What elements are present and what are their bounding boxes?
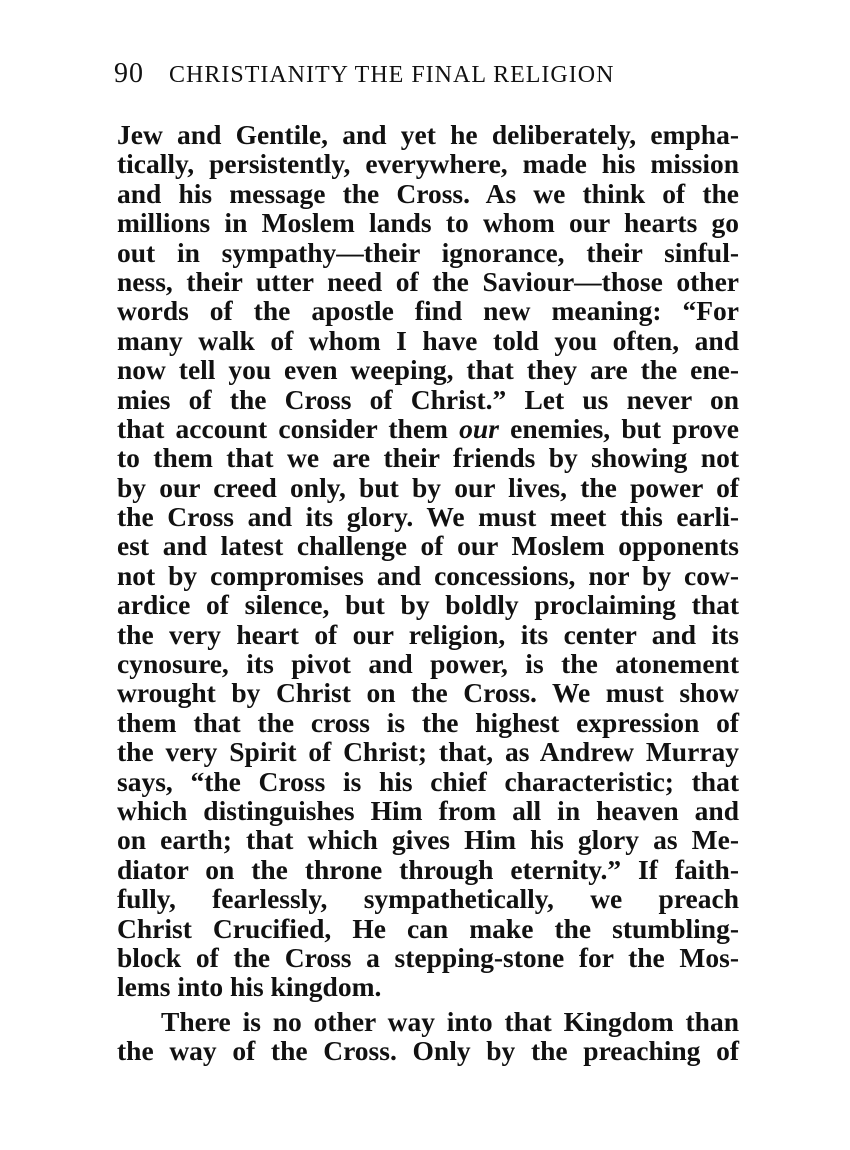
text-line: words of the apostle find new meaning: “For	[117, 295, 739, 327]
text-line: diator on the throne through eternity.” If faith-	[117, 853, 739, 885]
text-line: fully, fearlessly, sympathetically, we preach	[117, 883, 739, 915]
text-line: Christ Crucified, He can make the stumbling-	[117, 912, 739, 944]
text-line: mies of the Cross of Christ.” Let us never on	[117, 383, 739, 415]
text-line: ardice of silence, but by boldly proclaiming that	[117, 589, 739, 621]
text-line: them that the cross is the highest expression of	[117, 706, 739, 738]
text-segment: that account consider them	[117, 412, 460, 444]
text-line: wrought by Christ on the Cross. We must show	[117, 677, 739, 709]
text-line: the very heart of our religion, its center and its	[117, 618, 739, 650]
text-line: block of the Cross a stepping-stone for the Mos-	[117, 941, 739, 973]
text-line-with-italic	[117, 414, 739, 443]
text-line: est and latest challenge of our Moslem opponents	[117, 530, 739, 562]
text-line: the way of the Cross. Only by the preaching of	[117, 1035, 739, 1067]
page-number: 90	[114, 58, 144, 89]
text-line: cynosure, its pivot and power, is the atonement	[117, 648, 739, 680]
text-line: not by compromises and concessions, nor by cow-	[117, 559, 739, 591]
text-line: tically, persistently, everywhere, made his mission	[117, 148, 739, 180]
running-title: CHRISTIANITY THE FINAL RELIGION	[169, 62, 615, 88]
body-text	[117, 120, 739, 1066]
text-line: the Cross and its glory. We must meet this earli-	[117, 501, 739, 533]
text-line: lems into his kingdom.	[117, 971, 382, 1003]
text-line: out in sympathy—their ignorance, their sinful-	[117, 236, 739, 268]
text-line: now tell you even weeping, that they are the ene-	[117, 354, 739, 386]
text-line: by our creed only, but by our lives, the power of	[117, 471, 739, 503]
paragraph-1	[117, 120, 739, 1002]
text-line: and his message the Cross. As we think of the	[117, 177, 739, 209]
paragraph-2	[117, 1007, 739, 1066]
text-line: Jew and Gentile, and yet he deliberately, empha-	[117, 119, 739, 150]
text-line: says, “the Cross is his chief characteristic; that	[117, 765, 739, 797]
text-line: ness, their utter need of the Saviour—those other	[117, 265, 739, 297]
text-segment: enemies, but prove	[498, 412, 739, 444]
text-line: which distinguishes Him from all in heaven and	[117, 794, 739, 826]
text-line: the very Spirit of Christ; that, as Andrew Murray	[117, 736, 739, 768]
text-line: to them that we are their friends by showing not	[117, 442, 739, 474]
italic-word: our	[459, 412, 499, 444]
text-line: on earth; that which gives Him his glory as Me-	[117, 824, 739, 856]
text-line: many walk of whom I have told you often, and	[117, 324, 739, 356]
running-head	[114, 58, 744, 98]
text-line: There is no other way into that Kingdom than	[161, 1005, 739, 1037]
text-line: millions in Moslem lands to whom our hearts go	[117, 207, 739, 239]
